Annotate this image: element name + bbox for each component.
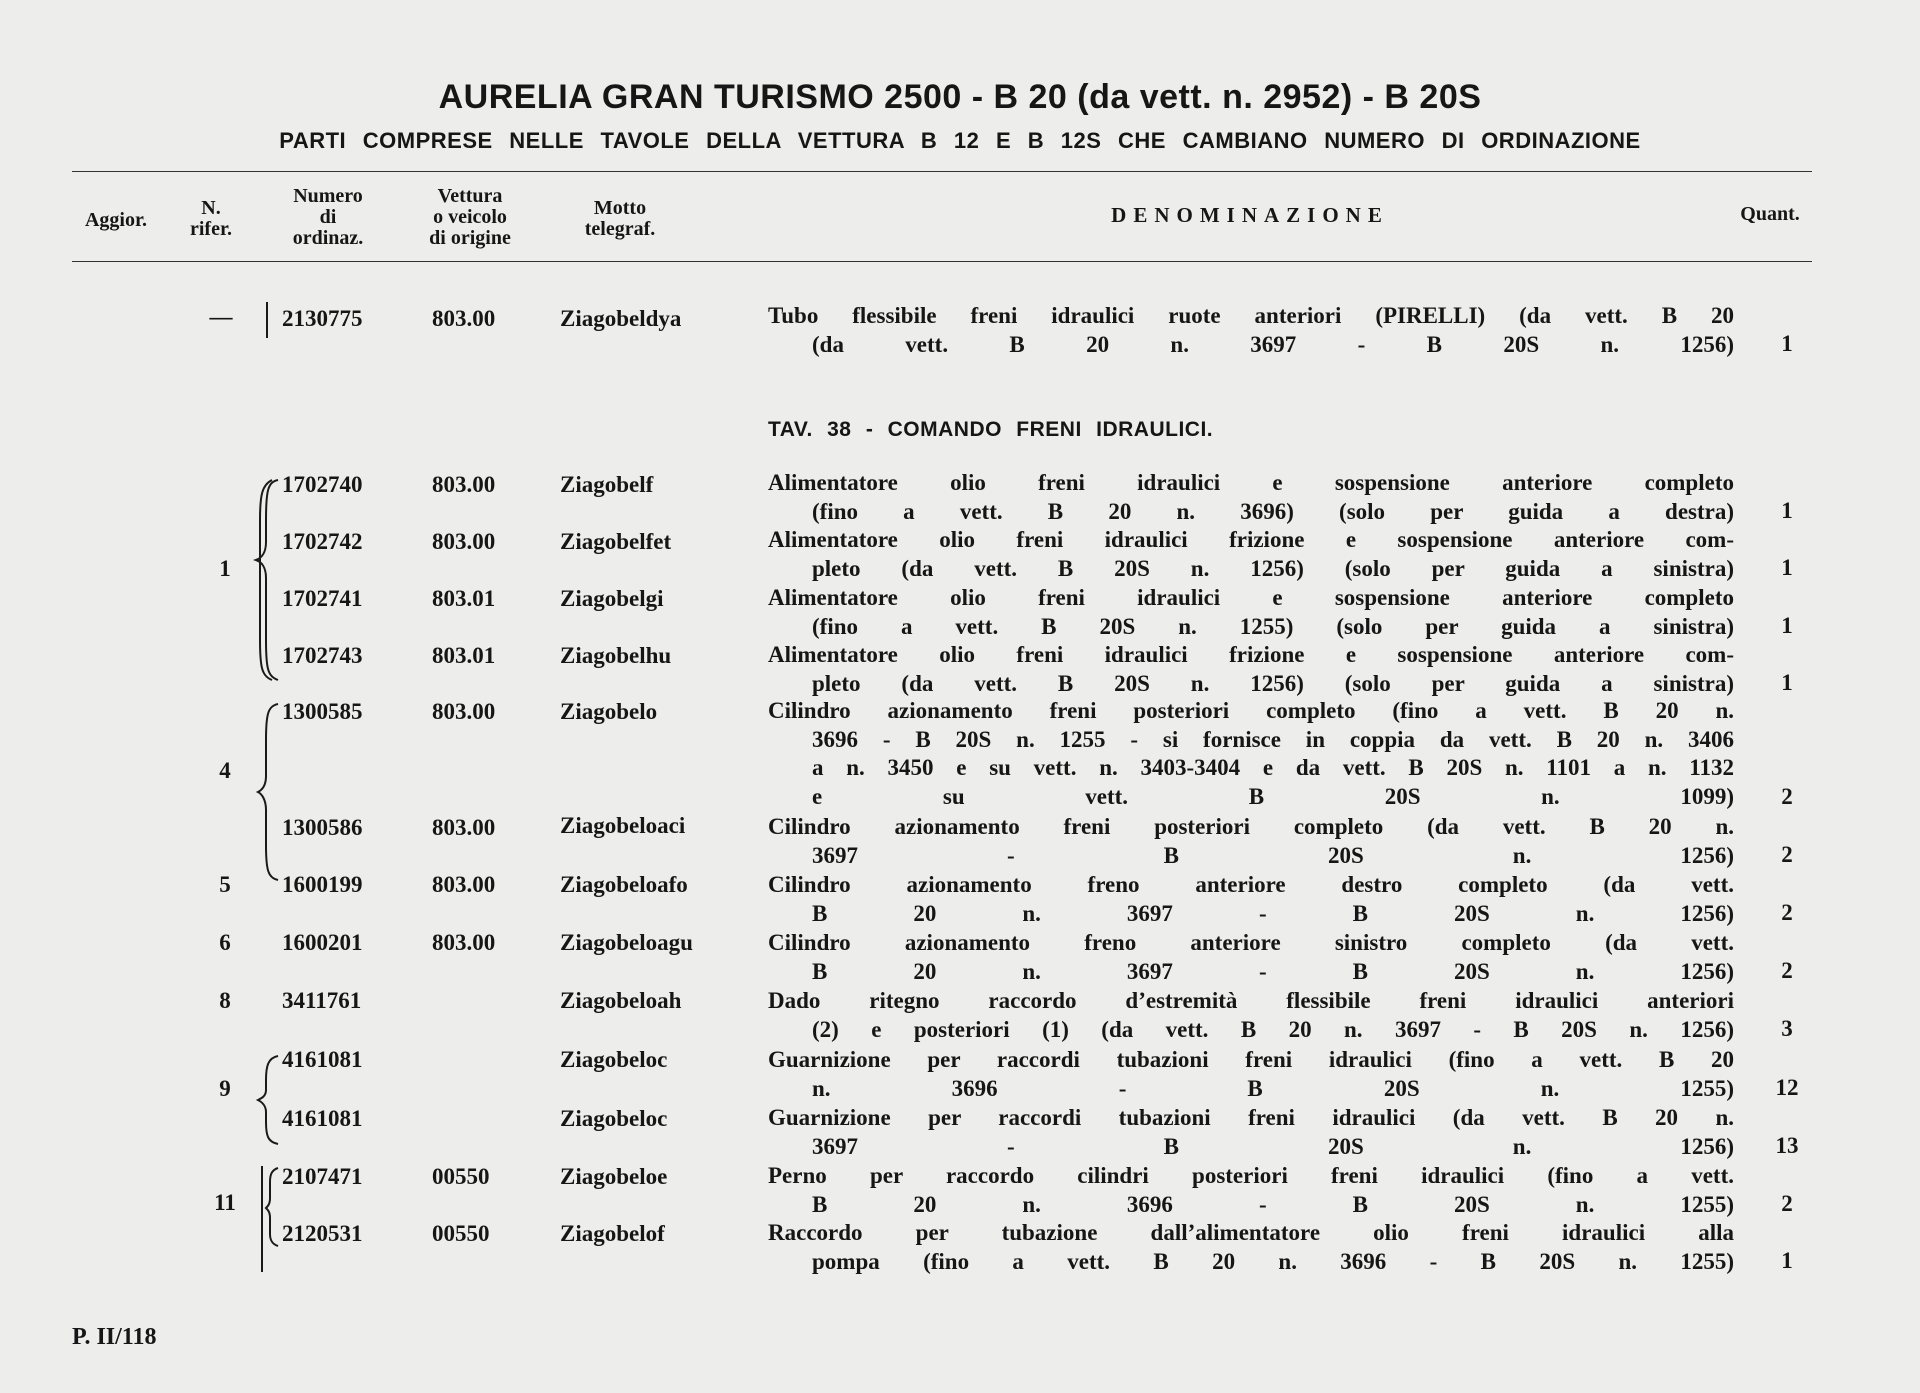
header-bottom-rule	[72, 261, 1812, 262]
order-number: 1702741	[282, 586, 363, 611]
telegraph-code: Ziagobelfet	[560, 529, 672, 554]
brace-mark	[266, 1168, 278, 1246]
quantity: 12	[1775, 1075, 1799, 1100]
aggior-cell: —	[209, 304, 233, 329]
ref-number: 11	[214, 1190, 236, 1215]
description: Guarnizione per raccordi tubazioni freni idraulici (fino a vett. B 20 n. 3696 - B 20S n. 1255)	[768, 1047, 1734, 1101]
telegraph-code: Ziagobelf	[560, 472, 654, 497]
telegraph-code: Ziagobeloc	[560, 1106, 668, 1131]
vehicle-code: 803.00	[432, 815, 496, 840]
description: Cilindro azionamento freni posteriori completo (fino a vett. B 20 n. 3696 - B 20S n. 1255 - si fornisce in coppia da vett. B 20 n. 3406 a n. 3450 e su vett. n. 3403-3404 e da vett. B 20S n. 1101 a n. 1132 e su vett. B 20S n. 1099)	[768, 698, 1734, 809]
description: Alimentatore olio freni idraulici e sospensione anteriore completo (fino a vett. B 20 n. 3696) (solo per guida a destra)	[768, 470, 1734, 524]
ref-number: 6	[219, 930, 231, 955]
description: Alimentatore olio freni idraulici frizione e sospensione anteriore com- pleto (da vett. B 20S n. 1256) (solo per guida a sinistra)	[768, 642, 1734, 696]
vehicle-code: 803.01	[432, 586, 496, 611]
quantity: 3	[1781, 1016, 1793, 1041]
order-number: 1702743	[282, 643, 363, 668]
quantity: 2	[1781, 842, 1793, 867]
quantity: 2	[1781, 958, 1793, 983]
col-header-numero: Numero di ordinaz.	[292, 185, 364, 249]
telegraph-code: Ziagobeloe	[560, 1164, 668, 1189]
quantity: 2	[1781, 900, 1793, 925]
order-number: 2130775	[282, 306, 363, 331]
description: Dado ritegno raccordo d’estremità flessibile freni idraulici anteriori (2) e posteriori (1) (da vett. B 20 n. 3697 - B 20S n. 1256)	[768, 988, 1734, 1042]
brace-mark	[258, 1056, 278, 1144]
vehicle-code: 803.01	[432, 643, 496, 668]
vehicle-code: 803.00	[432, 699, 496, 724]
order-number: 2120531	[282, 1221, 363, 1246]
telegraph-code: Ziagobeloaci	[560, 813, 686, 838]
quantity: 1	[1781, 498, 1793, 523]
order-number: 1600201	[282, 930, 363, 955]
description: Guarnizione per raccordi tubazioni freni idraulici (da vett. B 20 n. 3697 - B 20S n. 1256)	[768, 1105, 1734, 1159]
ref-number: 5	[219, 872, 231, 897]
order-number: 1600199	[282, 872, 363, 897]
telegraph-code: Ziagobelo	[560, 699, 658, 724]
quantity: 1	[1781, 555, 1793, 580]
telegraph-code: Ziagobelgi	[560, 586, 664, 611]
section-title: TAV. 38 - COMANDO FRENI IDRAULICI.	[768, 418, 1214, 441]
vehicle-code: 00550	[432, 1221, 490, 1246]
vehicle-code: 803.00	[432, 306, 496, 331]
telegraph-code: Ziagobelhu	[560, 643, 672, 668]
vehicle-code: 803.00	[432, 472, 496, 497]
telegraph-code: Ziagobelof	[560, 1221, 665, 1246]
page-number: P. II/118	[72, 1324, 157, 1350]
ref-number: 1	[219, 556, 231, 581]
vehicle-code: 803.00	[432, 872, 496, 897]
telegraph-code: Ziagobeloafo	[560, 872, 688, 897]
quantity: 1	[1781, 613, 1793, 638]
page-subtitle: PARTI COMPRESE NELLE TAVOLE DELLA VETTURA B 12 E B 12S CHE CAMBIANO NUMERO DI ORDINAZIONE	[279, 128, 1641, 153]
telegraph-code: Ziagobeldya	[560, 306, 682, 331]
brace-mark	[258, 704, 278, 880]
col-header-aggior: Aggior.	[84, 209, 148, 231]
vehicle-code: 803.00	[432, 529, 496, 554]
description: Cilindro azionamento freno anteriore destro completo (da vett. B 20 n. 3697 - B 20S n. 1256)	[768, 872, 1734, 926]
vehicle-code: 803.00	[432, 930, 496, 955]
description: Alimentatore olio freni idraulici e sospensione anteriore completo (fino a vett. B 20S n. 1255) (solo per guida a sinistra)	[768, 585, 1734, 639]
col-header-rifer: N. rifer.	[189, 197, 232, 240]
col-header-vettura: Vettura o veicolo di origine	[429, 185, 511, 249]
description: Raccordo per tubazione dall’alimentatore olio freni idraulici alla pompa (fino a vett. B 20 n. 3696 - B 20S n. 1255)	[768, 1220, 1734, 1274]
quantity: 2	[1781, 1191, 1793, 1216]
col-header-motto: Motto telegraf.	[584, 197, 656, 240]
order-number: 1300585	[282, 699, 363, 724]
telegraph-code: Ziagobeloah	[560, 988, 682, 1013]
order-number: 1702742	[282, 529, 363, 554]
quantity: 1	[1781, 1248, 1793, 1273]
description: Tubo flessibile freni idraulici ruote anteriori (PIRELLI) (da vett. B 20 (da vett. B 20 n. 3697 - B 20S n. 1256)	[768, 303, 1734, 357]
col-header-quant: Quant.	[1740, 203, 1800, 225]
quantity: 1	[1781, 331, 1793, 356]
order-number: 1702740	[282, 472, 363, 497]
description: Cilindro azionamento freno anteriore sinistro completo (da vett. B 20 n. 3697 - B 20S n. 1256)	[768, 930, 1734, 984]
quantity: 1	[1781, 670, 1793, 695]
quantity: 2	[1781, 784, 1793, 809]
description: Perno per raccordo cilindri posteriori freni idraulici (fino a vett. B 20 n. 3696 - B 20S n. 1255)	[768, 1163, 1734, 1217]
ref-number: 9	[219, 1076, 231, 1101]
header-top-rule	[72, 171, 1812, 172]
description: Cilindro azionamento freni posteriori completo (da vett. B 20 n. 3697 - B 20S n. 1256)	[768, 814, 1734, 868]
telegraph-code: Ziagobeloc	[560, 1047, 668, 1072]
page-title: AURELIA GRAN TURISMO 2500 - B 20 (da vett. n. 2952) - B 20S	[438, 78, 1482, 116]
order-number: 4161081	[282, 1047, 363, 1072]
col-header-denominazione: DENOMINAZIONE	[1111, 203, 1389, 227]
quantity: 13	[1775, 1133, 1799, 1158]
vehicle-code: 00550	[432, 1164, 490, 1189]
ref-number: 8	[219, 988, 231, 1013]
order-number: 3411761	[282, 988, 362, 1013]
order-number: 2107471	[282, 1164, 363, 1189]
description: Alimentatore olio freni idraulici frizione e sospensione anteriore com- pleto (da vett. B 20S n. 1256) (solo per guida a sinistra)	[768, 527, 1734, 581]
order-number: 4161081	[282, 1106, 363, 1131]
ref-number: 4	[219, 758, 231, 783]
telegraph-code: Ziagobeloagu	[560, 930, 693, 955]
order-number: 1300586	[282, 815, 363, 840]
